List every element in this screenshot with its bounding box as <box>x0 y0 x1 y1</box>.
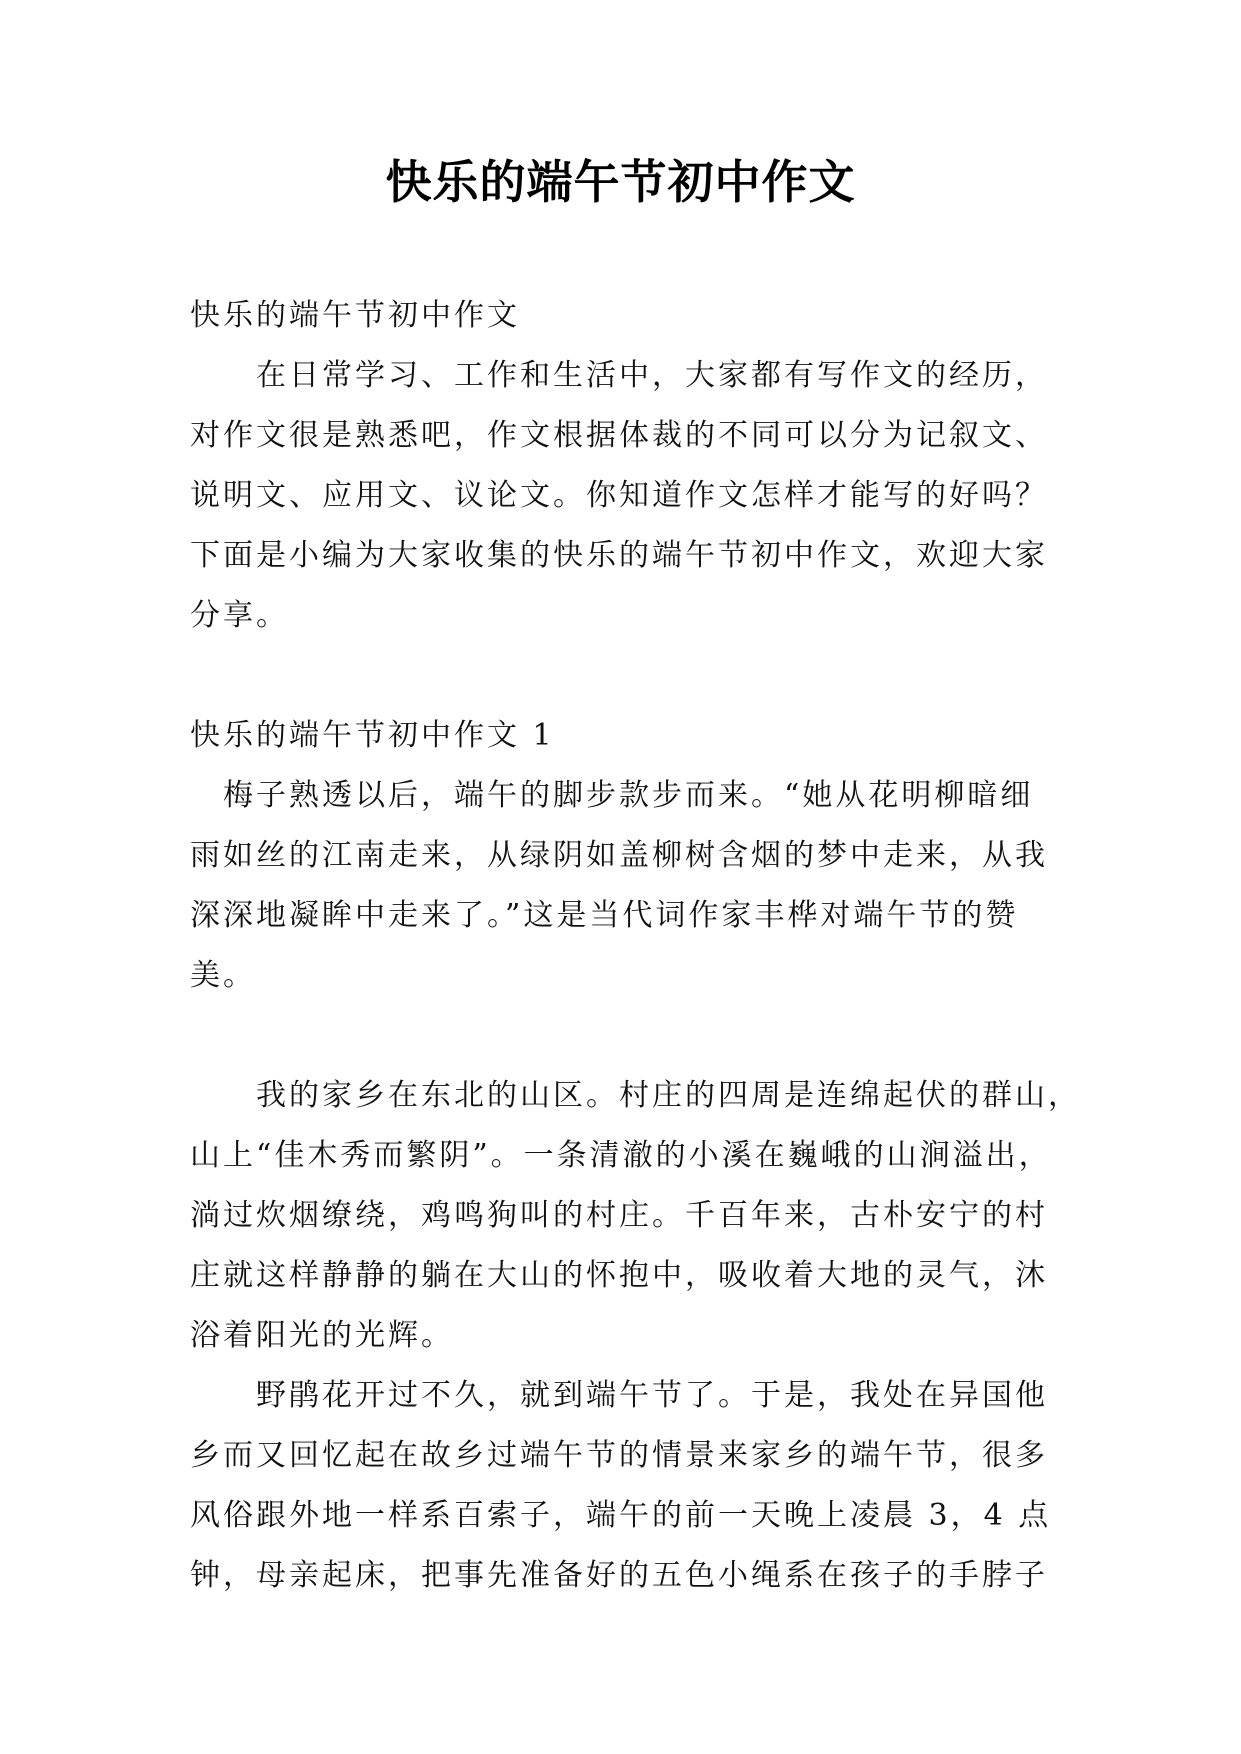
paragraph3-line: 风俗跟外地一样系百索子，端午的前一天晚上凌晨 3，4 点 <box>190 1498 1052 1533</box>
document-body <box>190 286 1081 1606</box>
paragraph1-line: 深深地凝眸中走来了。”这是当代词作家丰桦对端午节的赞 <box>190 898 1019 933</box>
paragraph3-line: 乡而又回忆起在故乡过端午节的情景来家乡的端午节，很多 <box>190 1438 1048 1473</box>
intro-heading: 快乐的端午节初中作文 <box>190 298 520 333</box>
intro-line: 在日常学习、工作和生活中，大家都有写作文的经历， <box>190 358 1048 393</box>
paragraph2-line: 山上“佳木秀而繁阴”。一条清澈的小溪在巍峨的山涧溢出， <box>190 1138 1052 1173</box>
paragraph1-line: 雨如丝的江南走来，从绿阴如盖柳树含烟的梦中走来，从我 <box>190 838 1048 873</box>
intro-line: 分享。 <box>190 598 289 633</box>
intro-line: 说明文、应用文、议论文。你知道作文怎样才能写的好吗？ <box>190 478 1048 513</box>
intro-line: 对作文很是熟悉吧，作文根据体裁的不同可以分为记叙文、 <box>190 418 1048 453</box>
paragraph3-line: 野鹃花开过不久，就到端午节了。于是，我处在异国他 <box>190 1378 1048 1413</box>
paragraph1-line: 美。 <box>190 958 256 993</box>
paragraph2-line: 浴着阳光的光辉。 <box>190 1318 454 1353</box>
spacer <box>190 646 1050 706</box>
paragraph2-line: 淌过炊烟缭绕，鸡鸣狗叫的村庄。千百年来，古朴安宁的村 <box>190 1198 1048 1233</box>
paragraph1-line: 梅子熟透以后，端午的脚步款步而来。“她从花明柳暗细 <box>190 778 1034 813</box>
paragraph2-line: 庄就这样静静的躺在大山的怀抱中，吸收着大地的灵气，沐 <box>190 1258 1048 1293</box>
paragraph3-line: 钟，母亲起床，把事先准备好的五色小绳系在孩子的手脖子 <box>190 1558 1048 1593</box>
document-title: 快乐的端午节初中作文 <box>385 155 856 209</box>
paragraph2-line: 我的家乡在东北的山区。村庄的四周是连绵起伏的群山， <box>190 1078 1081 1113</box>
spacer <box>190 1006 1050 1066</box>
essay1-heading: 快乐的端午节初中作文 1 <box>190 718 555 753</box>
intro-line: 下面是小编为大家收集的快乐的端午节初中作文，欢迎大家 <box>190 538 1048 573</box>
